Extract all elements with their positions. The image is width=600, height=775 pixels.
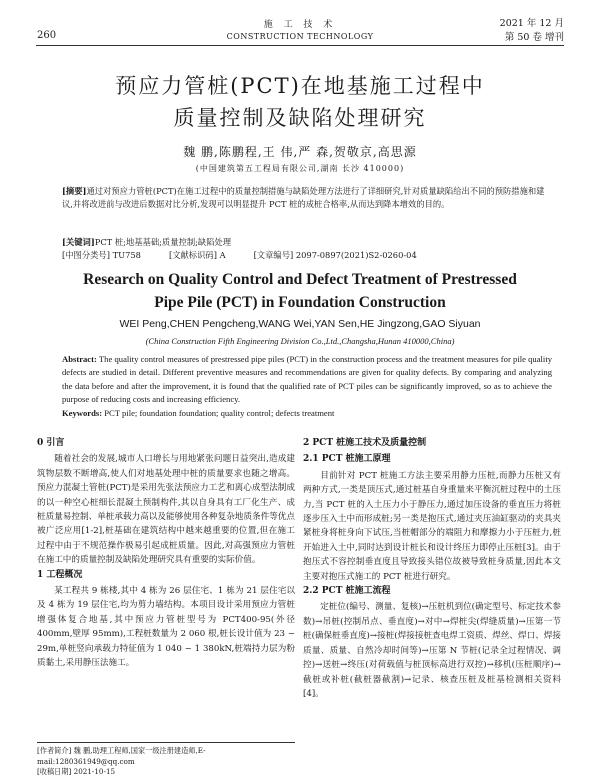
title-en-line1: Research on Quality Control and Defect Treatment of Prestressed: [83, 271, 517, 288]
project-overview-paragraph: 某工程共 9 栋楼,其中 4 栋为 26 层住宅、1 栋为 21 层住宅以及 4 栋为 19 层住宅,均为剪力墙结构。本项目设计采用预应力管桩增强体复合地基,其中预应力管桩型号为 PCT400-95(外径 400mm,壁厚 95mm),工程桩数量为 2 060 根,桩长设计值为 23 ~ 29m,单桩竖向承载力特征值为 1 040 ~ 1 380kN,桩端持力层为粉质黏土,采用静压法施工。: [37, 586, 295, 669]
footnote: [37, 742, 295, 775]
keywords-cn-label: [关键词]: [62, 237, 95, 247]
principle-paragraph: 目前针对 PCT 桩施工方法主要采用静力压桩,而静力压桩又有两种方式,一类是顶压式,通过桩基自身重量来平衡沉桩过程中的土压力,当 PCT 桩的入土压力小于静压力,通过加压设备的垂直压力将桩逐步压入土中而形成桩;另一类是抱压式,通过夹压油缸驱动的夹具夹紧桩身将桩身向下试压,当桩帽部分的端阻力和摩擦力小于压桩力,桩开始进入土中,同时达到设计桩长和设计终压力即停止压桩[3]。由于抱压式不容控制垂直度且导致接头错位故被导致桩身质量,因此本文主要对抱压式施工的 PCT 桩进行研究。: [303, 470, 561, 582]
abstract-cn: [62, 185, 552, 211]
abstract-en-label: Abstract:: [62, 354, 97, 364]
title-en-line2: Pipe Pile (PCT) in Foundation Construction: [154, 294, 446, 311]
journal-name-en: CONSTRUCTION TECHNOLOGY: [226, 32, 374, 41]
affiliation-en: (China Construction Fifth Engineering Division Co.,Ltd.,Changsha,Hunan 410000,China): [145, 336, 455, 346]
section-heading-technology: 2 PCT 桩施工技术及质量控制: [303, 438, 427, 448]
abstract-en-text: The quality control measures of prestressed pipe piles (PCT) in the construction process and the treatment measures for pile quality defects are studied in detail. Different preventive measures and recommendations are given for quality defects. By comparing and analyzing the data before and after the improvement, it is found that the qualified rate of PCT piles can be significantly improved, so as to achieve the purpose of reducing costs and increasing efficiency.: [62, 354, 553, 405]
title-cn: [0, 70, 600, 134]
process-paragraph: 定桩位(编号、测量、复核)→压桩机到位(确定型号、标定技术参数)→吊桩(控制吊点、垂直度)→对中→焊桩尖(焊缝质量)→压第一节桩(确保桩垂直度)→接桩(焊接接桩查电焊工资质、焊丝、焊口、焊接质量、质量、自然冷却时间等)→压第 N 节桩(记录全过程情况、调控)→送桩→终压(对荷载值与桩顶标高进行双控)→移机(压桩顺序)→截桩或补桩(截桩器截割)→记录、核查压桩及桩基检测相关资料[4]。: [303, 602, 561, 699]
title-en: [0, 268, 600, 314]
section-heading-introduction: 0 引言: [37, 438, 65, 448]
abstract-cn-text: 通过对预应力管桩(PCT)在施工过程中的质量控制措施与缺陷处理方法进行了详细研究,针对质量缺陷给出不同的预防措施和建议,并将改进前与改进后数据对比分析,发现可以明显提升 PCT 桩的成桩合格率,从而达到降本增效的目的。: [62, 186, 545, 210]
authors-en: WEI Peng,CHEN Pengcheng,WANG Wei,YAN Sen,HE Jingzong,GAO Siyuan: [119, 318, 481, 330]
page-header: [0, 0, 600, 46]
body-column-left: [37, 436, 295, 671]
keywords-en-label: Keywords:: [62, 408, 103, 418]
keywords-cn: [62, 236, 552, 249]
header-divider: [36, 45, 564, 46]
issue-date: 2021 年 12 月: [499, 18, 564, 29]
clc-number: [中图分类号] TU758: [62, 250, 141, 260]
title-cn-line2: 质量控制及缺陷处理研究: [173, 106, 427, 130]
document-code: [文献标识码] A: [168, 250, 226, 260]
author-bio: [作者简介] 魏 鹏,助理工程师,国家一级注册建造师,E-mail:1280361949@qq.com: [37, 746, 206, 766]
keywords-en: [62, 407, 552, 420]
issue-info: [500, 17, 564, 45]
affiliation-cn: (中国建筑第五工程局有限公司,湖南 长沙 410000): [195, 164, 405, 173]
article-id: [文章编号] 2097-0897(2021)S2-0260-04: [253, 250, 417, 260]
keywords-cn-text: PCT 桩;地基基础;质量控制;缺陷处理: [94, 237, 232, 247]
introduction-paragraph: 随着社会的发展,城市人口增长与用地紧张问题日益突出,造成建筑物层数不断增高,使人们对地基处理中桩的质量要求也随之增高。预应力混凝土管桩(PCT)是采用先张法预应力工艺和离心成型法制成的以一种空心桩细长混凝土预制构件,其以自身具有工厂化生产、成桩质量易控制、单桩承载力高以及能够使用各种复杂地质条件等优点被广泛应用[1-2],桩基础在建筑结构中越来越重要的位置,但在施工过程中由于不规范操作极易引起成桩质量。因此,对高强预应力管桩在施工中的质量控制及缺陷处理研究具有重要的实际价值。: [37, 454, 295, 566]
subsection-heading-process: 2.2 PCT 桩施工流程: [303, 586, 391, 597]
classification-meta: [62, 249, 552, 262]
subsection-heading-principle: 2.1 PCT 桩施工原理: [303, 454, 391, 465]
journal-name-cn: 施 工 技 术: [263, 20, 337, 30]
authors-cn: 魏 鹏,陈鹏程,王 伟,严 森,贺敬京,高思源: [183, 145, 417, 159]
page-number: 260: [37, 30, 57, 41]
keywords-en-text: PCT pile; foundation foundation; quality control; defects treatment: [104, 408, 335, 418]
section-heading-project-overview: 1 工程概况: [37, 569, 83, 580]
title-cn-line1: 预应力管桩(PCT)在地基施工过程中: [115, 74, 485, 98]
abstract-en: [62, 353, 552, 407]
received-date: [收稿日期] 2021-10-15: [37, 767, 116, 775]
abstract-cn-label: [摘要]: [62, 186, 87, 196]
issue-volume: 第 50 卷 增刊: [504, 32, 564, 43]
body-column-right: [303, 436, 561, 701]
